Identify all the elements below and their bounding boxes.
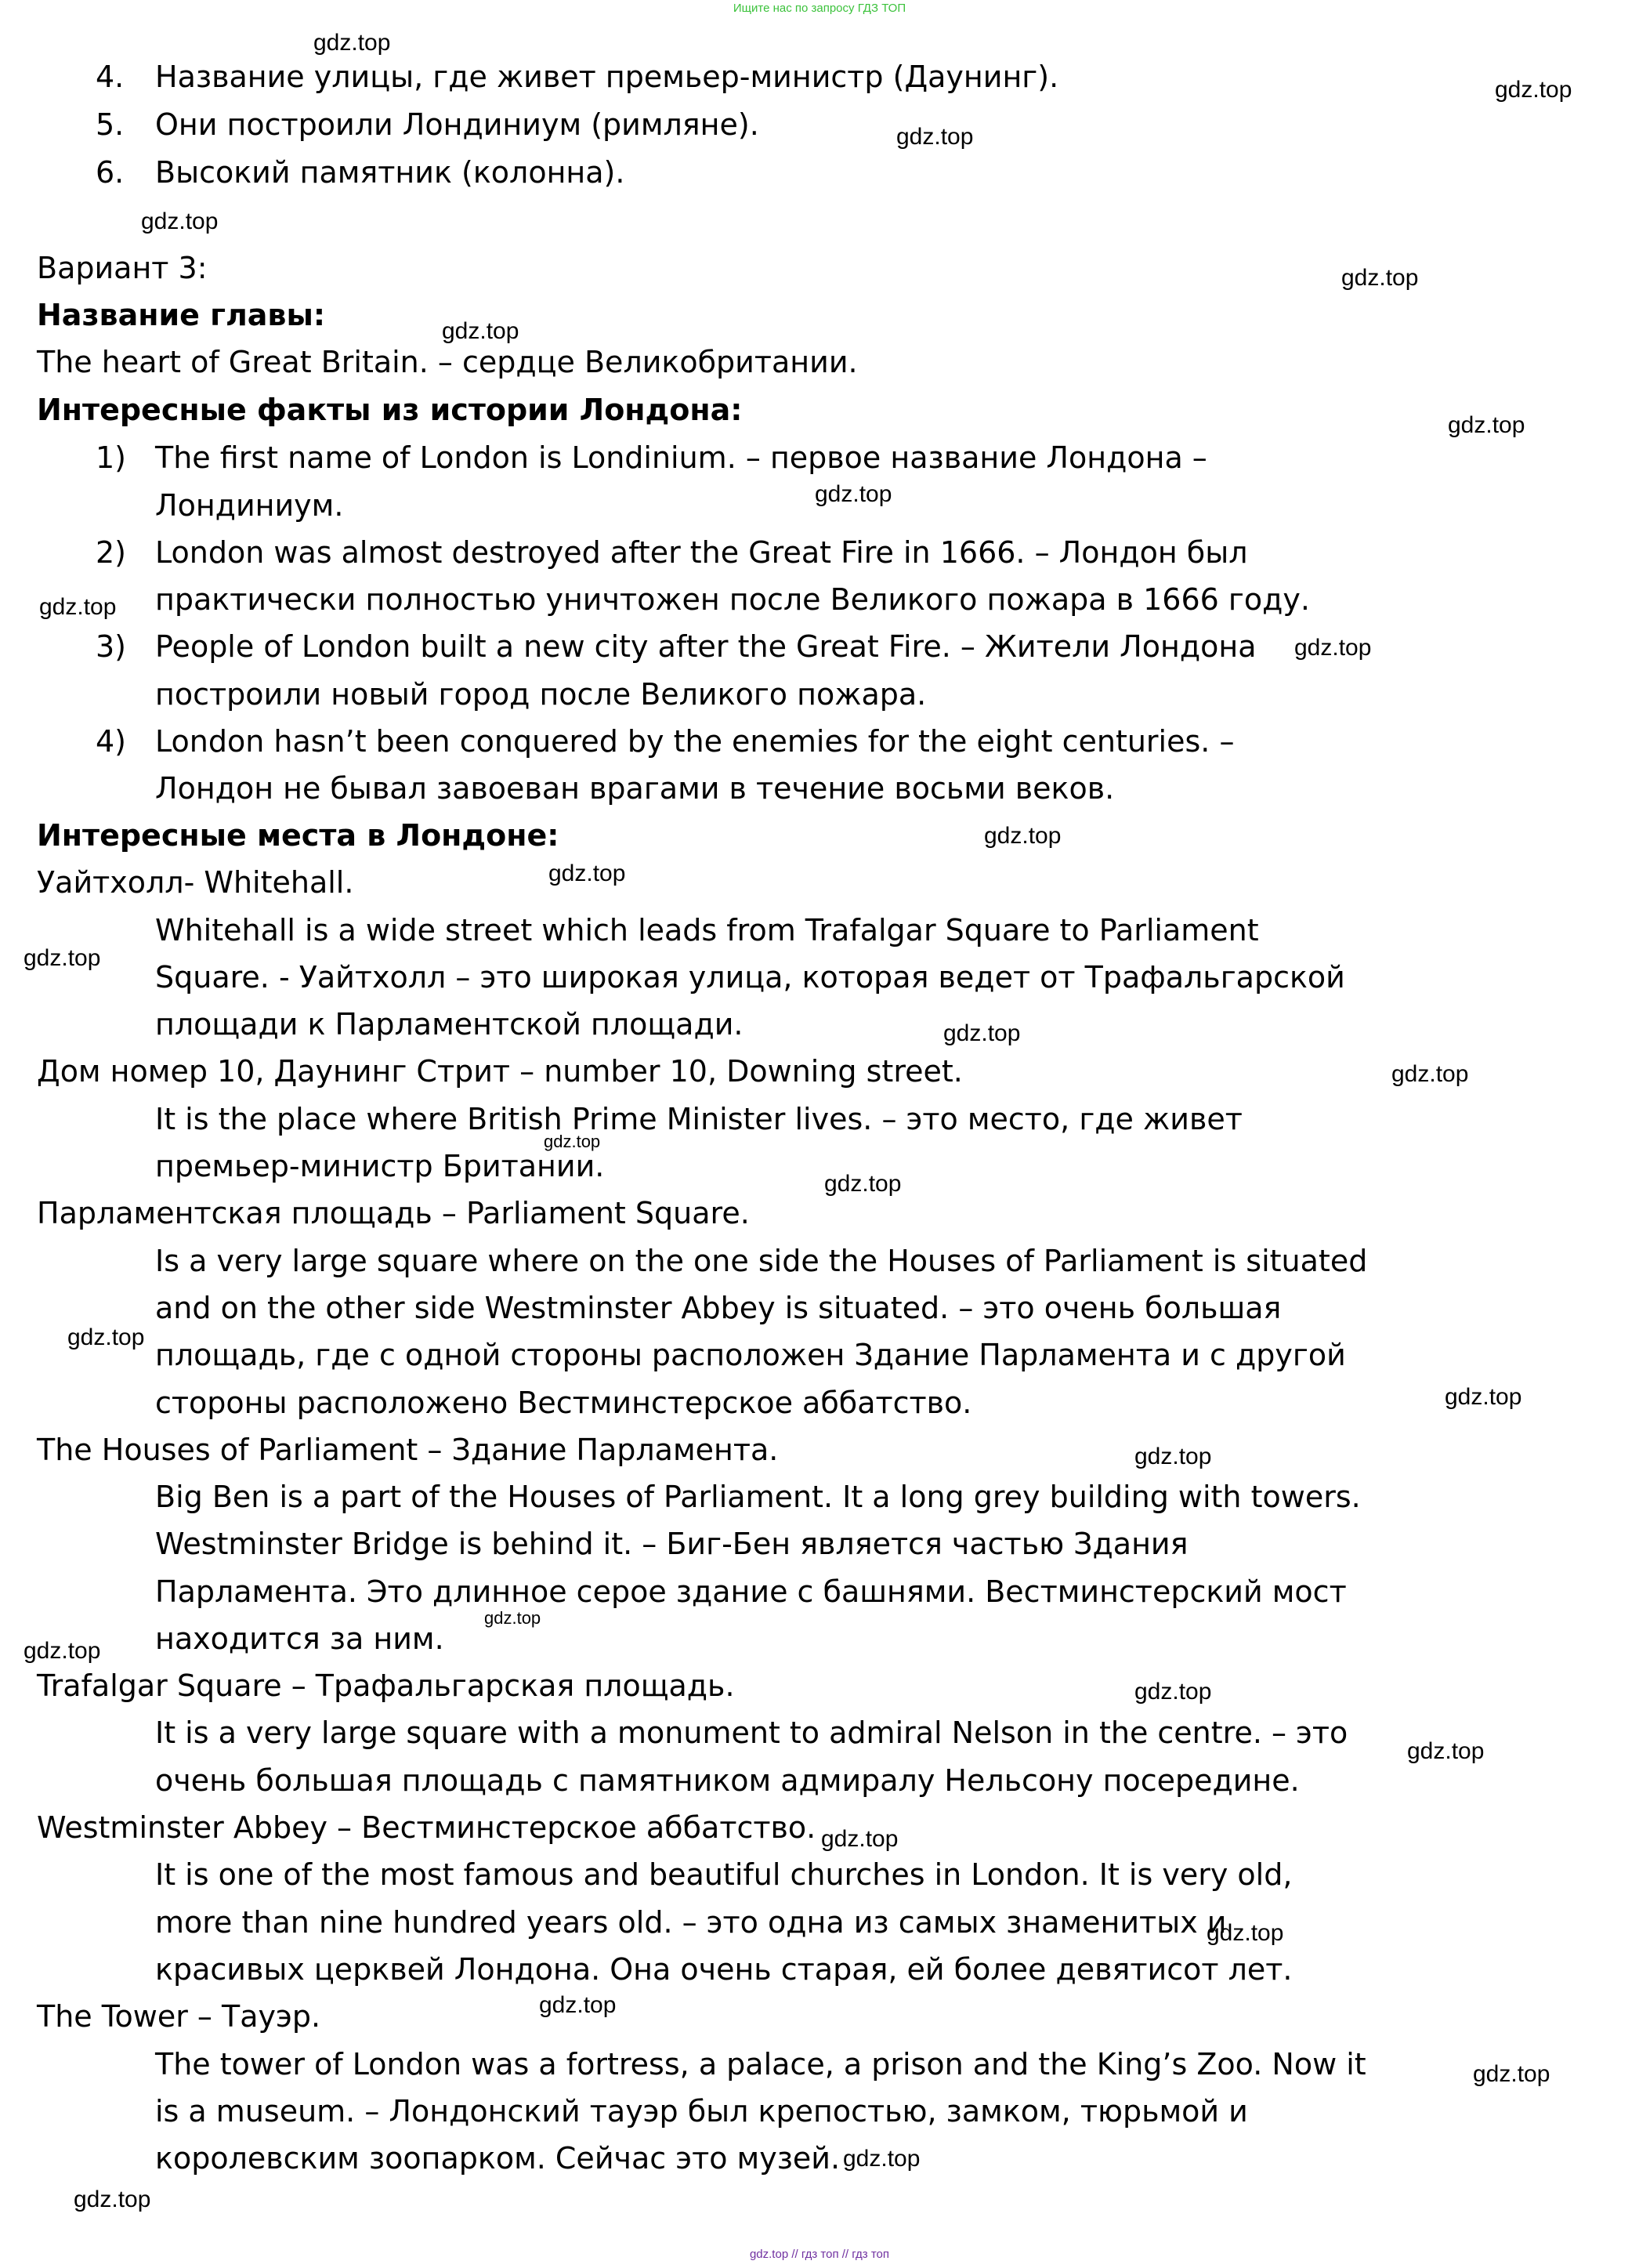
watermark: gdz.top [896, 124, 974, 150]
watermark: gdz.top [824, 1171, 902, 1197]
place-line: Парламента. Это длинное серое здание с башнями. Вестминстерский мост [155, 1574, 1347, 1609]
fact-line: Лондон не бывал завоеван врагами в течение восьми веков. [155, 771, 1115, 806]
facts-heading: Интересные факты из истории Лондона: [37, 393, 743, 427]
fact-number: 4) [96, 724, 127, 759]
list-number: 6. [96, 155, 125, 190]
chapter-heading: Название главы: [37, 298, 326, 332]
watermark: gdz.top [1207, 1920, 1284, 1946]
place-line: стороны расположено Вестминстерское аббатство. [155, 1386, 972, 1420]
watermark: gdz.top [39, 594, 117, 620]
watermark: gdz.top [24, 945, 101, 971]
fact-line: People of London built a new city after the Great Fire. – Жители Лондона [155, 629, 1257, 664]
fact-line: London was almost destroyed after the Great Fire in 1666. – Лондон был [155, 535, 1248, 570]
place-line: It is a very large square with a monument to admiral Nelson in the centre. – это [155, 1715, 1348, 1750]
place-line: Big Ben is a part of the Houses of Parliament. It a long grey building with towers. [155, 1480, 1361, 1514]
fact-line: построили новый город после Великого пожара. [155, 677, 927, 712]
place-line: площадь, где с одной стороны расположен Здание Парламента и с другой [155, 1338, 1346, 1372]
watermark: gdz.top [67, 1324, 145, 1350]
watermark: gdz.top [1495, 77, 1572, 103]
place-line: королевским зоопарком. Сейчас это музей. [155, 2141, 841, 2176]
watermark: gdz.top [1391, 1061, 1469, 1087]
watermark: gdz.top [74, 2186, 151, 2212]
list-number: 4. [96, 60, 125, 94]
watermark: gdz.top [815, 481, 892, 507]
watermark: gdz.top [141, 208, 219, 234]
fact-number: 3) [96, 629, 127, 664]
place-title: Дом номер 10, Даунинг Стрит – number 10, Downing street. [37, 1054, 963, 1089]
place-title: Westminster Abbey – Вестминстерское аббатство. [37, 1810, 816, 1845]
watermark: gdz.top [1341, 265, 1419, 291]
watermark: gdz.top [313, 30, 391, 56]
watermark: gdz.top [1448, 412, 1525, 438]
place-line: Square. - Уайтхолл – это широкая улица, которая ведет от Трафальгарской [155, 960, 1345, 995]
chapter-title: The heart of Great Britain. – сердце Великобритании. [37, 345, 858, 379]
place-line: and on the other side Westminster Abbey is situated. – это очень большая [155, 1291, 1282, 1325]
list-item: Название улицы, где живет премьер-министр (Даунинг). [155, 60, 1059, 94]
place-title: Парламентская площадь – Parliament Square. [37, 1196, 750, 1230]
fact-line: London hasn’t been conquered by the enemies for the eight centuries. – [155, 724, 1235, 759]
fact-number: 2) [96, 535, 127, 570]
fact-line: The first name of London is Londinium. – первое название Лондона – [155, 440, 1207, 475]
watermark: gdz.top [548, 860, 626, 886]
watermark: gdz.top [484, 1608, 541, 1628]
place-title: The Houses of Parliament – Здание Парламента. [37, 1433, 779, 1467]
watermark: gdz.top [1134, 1679, 1212, 1705]
place-line: очень большая площадь с памятником адмиралу Нельсону посередине. [155, 1763, 1300, 1798]
place-line: Westminster Bridge is behind it. – Биг-Бен является частью Здания [155, 1527, 1189, 1561]
watermark: gdz.top [821, 1826, 899, 1852]
watermark: gdz.top [1445, 1384, 1522, 1410]
watermark: gdz.top [1407, 1738, 1485, 1764]
watermark: gdz.top [984, 823, 1062, 849]
place-line: Whitehall is a wide street which leads from Trafalgar Square to Parliament [155, 913, 1259, 947]
watermark: gdz.top [843, 2146, 921, 2172]
place-line: The tower of London was a fortress, a palace, a prison and the King’s Zoo. Now it [155, 2047, 1366, 2081]
watermark: gdz.top [1473, 2061, 1550, 2087]
place-title: The Tower – Тауэр. [37, 1999, 321, 2034]
place-line: Is a very large square where on the one side the Houses of Parliament is situated [155, 1244, 1368, 1278]
place-line: is a museum. – Лондонский тауэр был крепостью, замком, тюрьмой и [155, 2094, 1248, 2129]
watermark: gdz.top [442, 318, 519, 344]
header-note[interactable]: Ищите нас по запросу ГДЗ ТОП [733, 2, 906, 15]
list-item: Высокий памятник (колонна). [155, 155, 625, 190]
watermark: gdz.top [544, 1132, 601, 1151]
fact-line: Лондиниум. [155, 488, 344, 523]
watermark: gdz.top [1134, 1444, 1212, 1469]
fact-number: 1) [96, 440, 127, 475]
list-item: Они построили Лондиниум (римляне). [155, 107, 759, 142]
list-number: 5. [96, 107, 125, 142]
place-line: more than nine hundred years old. – это одна из самых знаменитых и [155, 1905, 1227, 1940]
place-line: It is the place where British Prime Minister lives. – это место, где живет [155, 1102, 1243, 1136]
places-heading: Интересные места в Лондоне: [37, 818, 559, 853]
variant-label: Вариант 3: [37, 251, 208, 285]
watermark: gdz.top [943, 1020, 1021, 1046]
place-line: площади к Парламентской площади. [155, 1007, 744, 1042]
fact-line: практически полностью уничтожен после Великого пожара в 1666 году. [155, 582, 1310, 617]
place-title: Уайтхолл- Whitehall. [37, 865, 354, 900]
place-line: красивых церквей Лондона. Она очень старая, ей более девятисот лет. [155, 1952, 1293, 1987]
place-line: премьер-министр Британии. [155, 1149, 605, 1183]
footer-note: gdz.top // гдз топ // гдз топ [749, 2248, 890, 2261]
watermark: gdz.top [24, 1638, 101, 1664]
place-title: Trafalgar Square – Трафальгарская площадь. [37, 1668, 735, 1703]
watermark: gdz.top [539, 1992, 617, 2018]
place-line: находится за ним. [155, 1621, 444, 1656]
place-line: It is one of the most famous and beautiful churches in London. It is very old, [155, 1857, 1293, 1892]
watermark: gdz.top [1294, 635, 1372, 661]
